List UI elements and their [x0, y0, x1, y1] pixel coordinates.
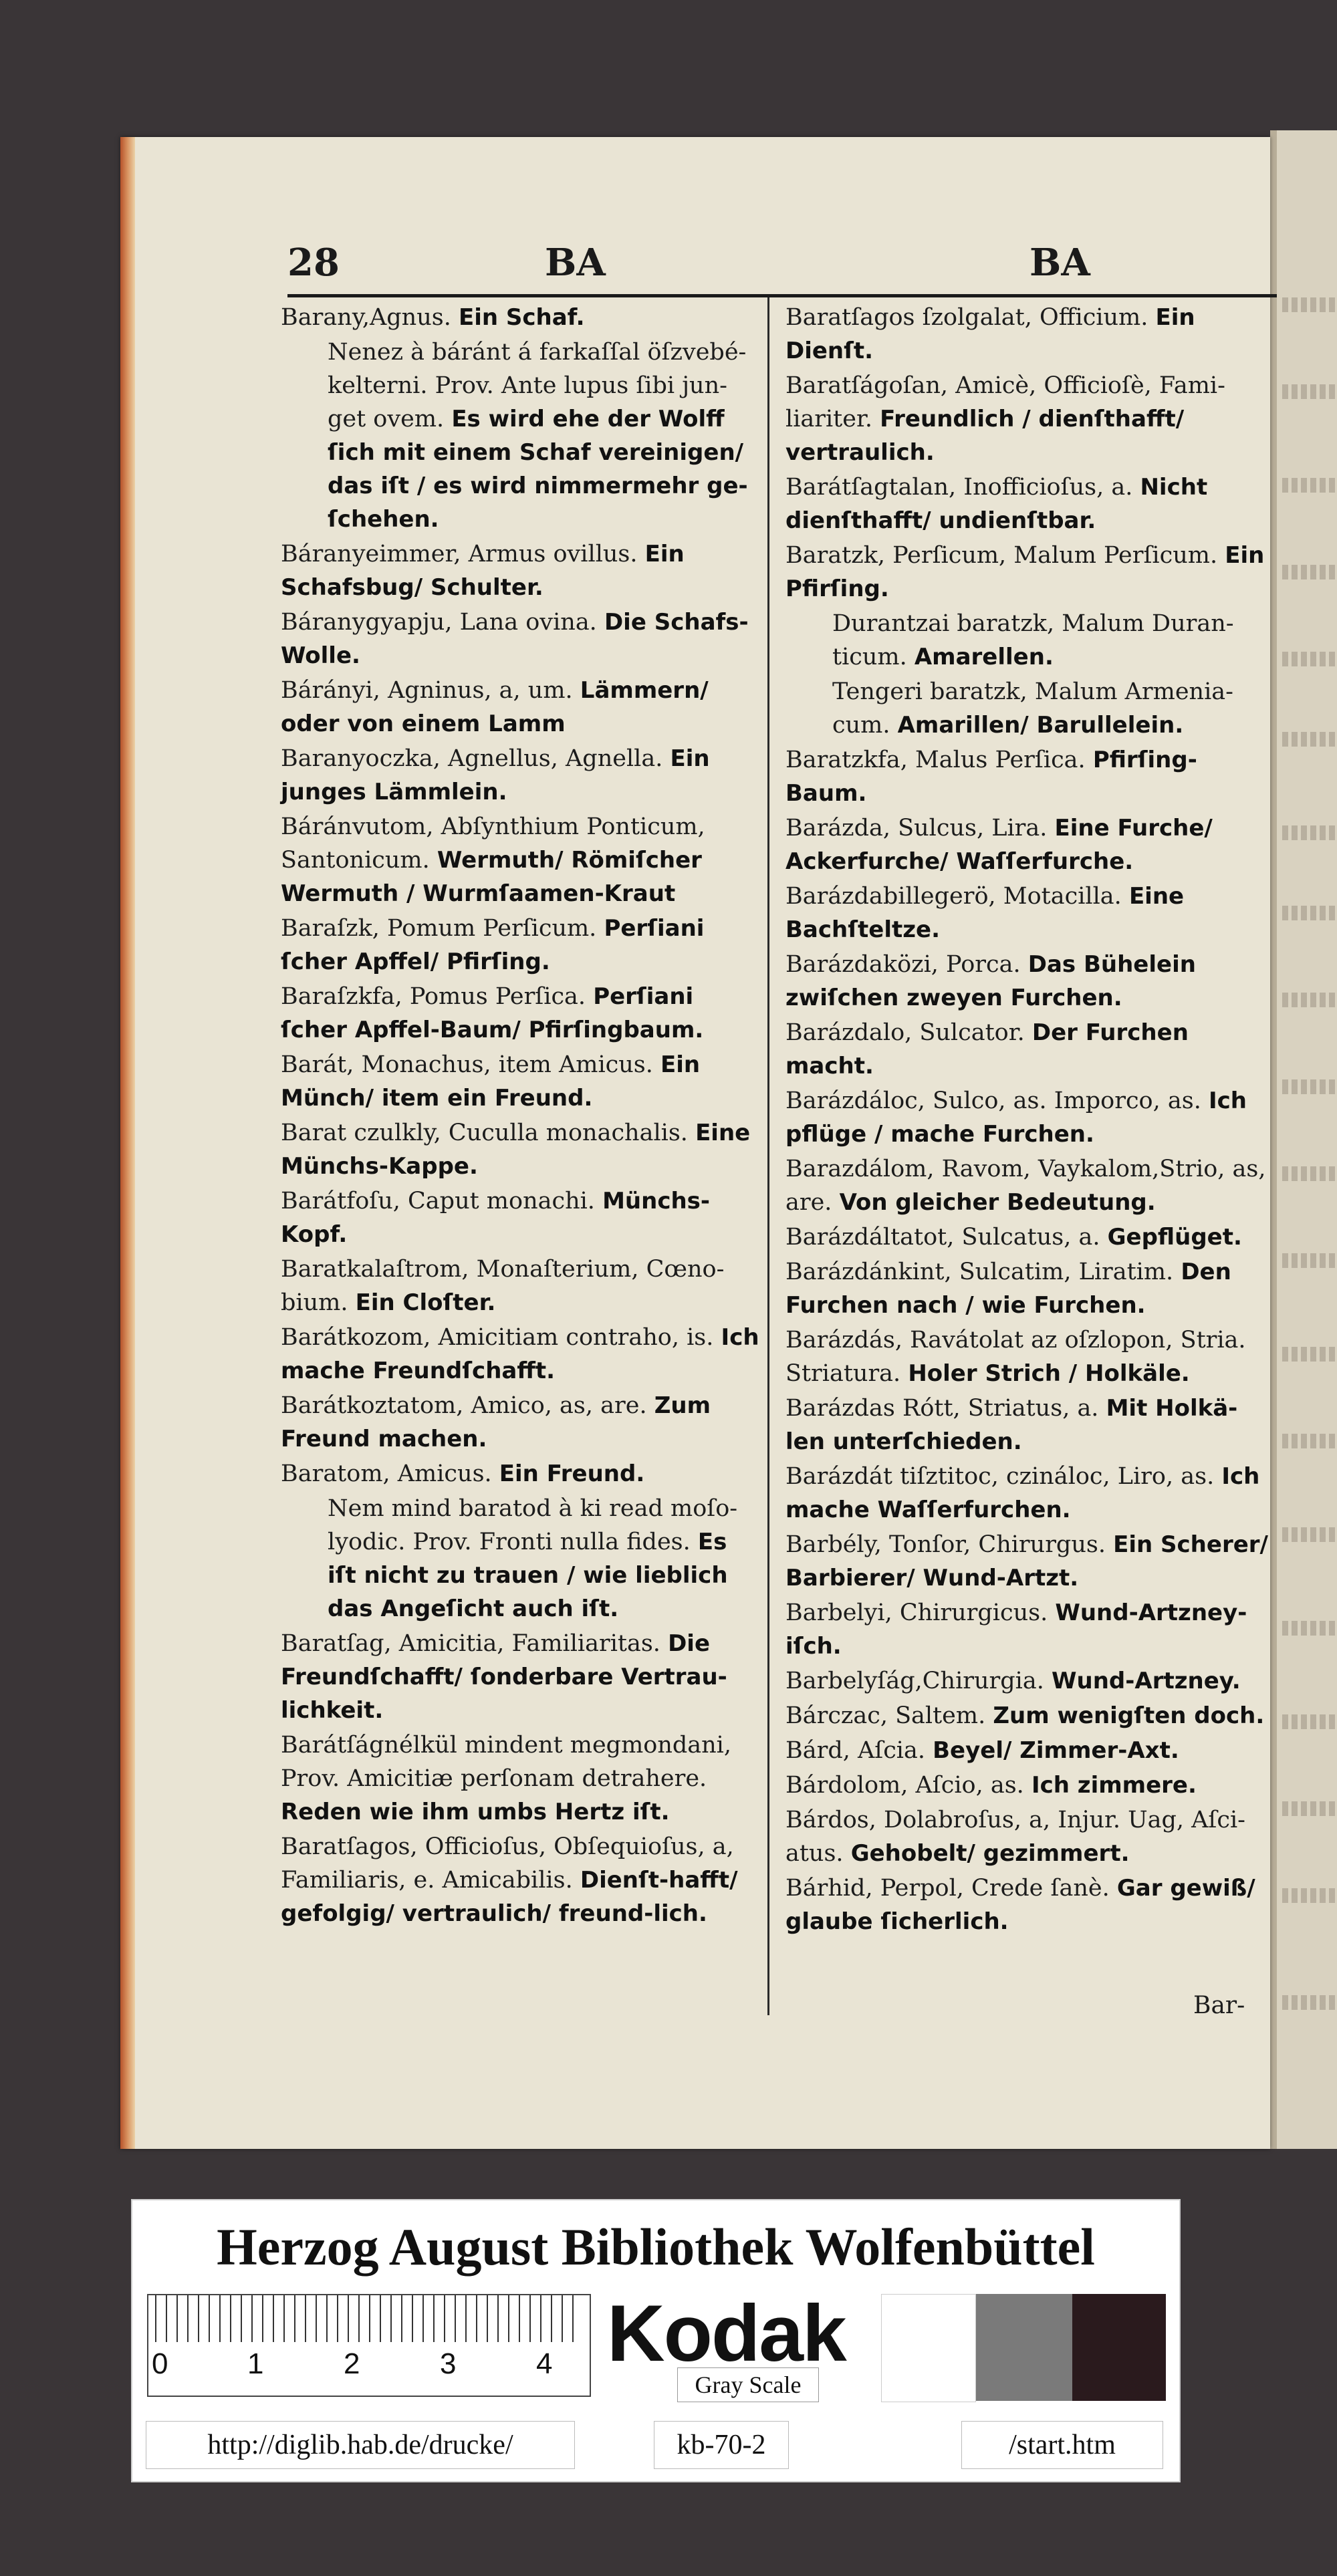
- dictionary-entry: [785, 539, 1273, 606]
- entry-latin: Barázda, Sulcus, Lira.: [785, 815, 1048, 842]
- dictionary-entry: [785, 1528, 1273, 1595]
- dictionary-entry: [281, 912, 762, 979]
- entry-latin: Baratzk, Perſicum, Malum Perſicum.: [785, 542, 1218, 569]
- dictionary-entry: [281, 1830, 762, 1930]
- entry-latin: Baratkalaſtrom, Monaſterium, Cœno-bium.: [281, 1256, 725, 1316]
- dictionary-entry: [785, 1016, 1273, 1083]
- card-title: Herzog August Bibliothek Wolfenbüttel: [217, 2218, 1095, 2276]
- entry-german: Eine Furche/ Ackerfurche/ Waſſerfurche.: [785, 815, 1213, 875]
- entry-latin: Barázdáltatot, Sulcatus, a.: [785, 1224, 1100, 1251]
- dictionary-entry: [281, 301, 762, 334]
- entry-german: Amarillen/ Barullelein.: [897, 712, 1184, 739]
- dictionary-entry: [785, 880, 1273, 946]
- entry-german: Es wird ehe der Wolff ſich mit einem Schaf vereinigen/ das iſt / es wird nimmermehr ge-ſchehen.: [328, 406, 748, 533]
- entry-latin: Baranyoczka, Agnellus, Agnella.: [281, 745, 663, 772]
- dictionary-entry: [281, 336, 762, 536]
- entry-latin: Báránvutom, Abſynthium Ponticum, Santonicum.: [281, 813, 705, 874]
- entry-latin: Bárdos, Dolabroſus, a, Injur. Uag, Aſci-atus.: [785, 1807, 1246, 1867]
- ruler: [147, 2294, 591, 2397]
- gray-swatch: [976, 2294, 1072, 2401]
- entry-german: Die Freundſchafft/ ſonderbare Vertrau-lichkeit.: [281, 1630, 727, 1724]
- entry-latin: Barázdas Rótt, Striatus, a.: [785, 1395, 1099, 1422]
- dictionary-entry: [785, 743, 1273, 810]
- entry-latin: Bárd, Aſcia.: [785, 1737, 925, 1764]
- ruler-number: 0: [152, 2347, 168, 2380]
- dictionary-entry: [281, 1184, 762, 1251]
- dictionary-entry: [785, 369, 1273, 469]
- entry-latin: Barany,Agnus.: [281, 304, 451, 331]
- entry-latin: Barbély, Tonſor, Chirurgus.: [785, 1531, 1106, 1558]
- entry-german: Ein Freund.: [499, 1460, 645, 1487]
- entry-latin: Barátkozom, Amicitiam contraho, is.: [281, 1324, 714, 1351]
- entry-german: Perſiani ſcher Apffel/ Pfirſing.: [281, 915, 705, 975]
- entry-german: Den Furchen nach / wie Furchen.: [785, 1259, 1231, 1319]
- entry-german: Holer Strich / Holkäle.: [908, 1360, 1190, 1387]
- dictionary-entry: [281, 1253, 762, 1319]
- ruler-number: 2: [344, 2347, 360, 2380]
- dictionary-entry: [785, 811, 1273, 878]
- gray-scale-label: Gray Scale: [677, 2367, 819, 2402]
- entry-latin: Baratſag, Amicitia, Familiaritas.: [281, 1630, 660, 1657]
- page-number: 28: [287, 241, 340, 285]
- entry-german: Ein Pfirſing.: [785, 542, 1265, 602]
- entry-german: Wund-Artzney-iſch.: [785, 1599, 1247, 1660]
- entry-latin: Baraſzkfa, Pomus Perſica.: [281, 983, 586, 1010]
- entry-german: Münchs-Kopf.: [281, 1188, 711, 1248]
- entry-latin: Bárányi, Agninus, a, um.: [281, 677, 573, 704]
- white-swatch: [881, 2294, 976, 2402]
- entry-german: Dienſt-hafft/ gefolgig/ vertraulich/ freund-lich.: [281, 1867, 738, 1927]
- dictionary-entry: [785, 675, 1273, 742]
- dictionary-entry: [785, 1803, 1273, 1870]
- entry-latin: Bárdolom, Aſcio, as.: [785, 1772, 1024, 1799]
- url-right: /start.htm: [961, 2421, 1163, 2469]
- entry-german: Ich pflüge / mache Furchen.: [785, 1087, 1247, 1148]
- dictionary-entry: [281, 1492, 762, 1626]
- entry-latin: Barátfoſu, Caput monachi.: [281, 1188, 595, 1214]
- entry-german: Gehobelt/ gezimmert.: [850, 1840, 1130, 1867]
- entry-german: Wund-Artzney.: [1052, 1668, 1241, 1694]
- entry-german: Ein Münch/ item ein Freund.: [281, 1051, 701, 1112]
- dictionary-entry: [281, 1116, 762, 1183]
- entry-latin: Barát, Monachus, item Amicus.: [281, 1051, 653, 1078]
- dictionary-entry: [281, 1728, 762, 1829]
- next-page-edge: [1277, 130, 1337, 2149]
- entry-latin: Barátſágnélkül mindent megmondani, Prov. Amicitiæ perſonam detrahere.: [281, 1732, 732, 1792]
- dictionary-entry: [785, 948, 1273, 1015]
- entry-german: Mit Holkä-len unterſchieden.: [785, 1395, 1238, 1455]
- dictionary-entry: [785, 1460, 1273, 1527]
- entry-german: Ich zimmere.: [1031, 1772, 1197, 1799]
- dictionary-entry: [281, 537, 762, 604]
- entry-german: Freundlich / dienſthafft/ vertraulich.: [785, 406, 1185, 466]
- entry-latin: Durantzai baratzk, Malum Duran-ticum.: [832, 610, 1234, 670]
- left-heading: BA: [545, 241, 606, 285]
- entry-german: Wermuth/ Römiſcher Wermuth / Wurmſaamen-Kraut: [281, 847, 702, 907]
- entry-latin: Baratſagos, Officioſus, Obſequioſus, a, Familiaris, e. Amicabilis.: [281, 1833, 734, 1894]
- entry-german: Ich mache Waſſerfurchen.: [785, 1463, 1260, 1523]
- entry-latin: Barátkoztatom, Amico, as, are.: [281, 1392, 647, 1419]
- entry-latin: Barázdás, Ravátolat az oſzlopon, Stria. Striatura.: [785, 1327, 1246, 1387]
- catchword: Bar-: [1193, 1992, 1245, 2019]
- dictionary-entry: [281, 742, 762, 809]
- entry-latin: Barat czulkly, Cuculla monachalis.: [281, 1120, 688, 1146]
- dictionary-entry: [785, 301, 1273, 368]
- entry-latin: Bárhid, Perpol, Crede ſanè.: [785, 1875, 1110, 1902]
- dictionary-entry: [785, 1596, 1273, 1663]
- entry-latin: Tengeri baratzk, Malum Armenia-cum.: [832, 678, 1233, 739]
- brand-logo: Kodak: [607, 2289, 846, 2378]
- entry-latin: Nem mind baratod à ki read moſo-lyodic. Prov. Fronti nulla fides.: [328, 1495, 738, 1555]
- dictionary-entry: [785, 1084, 1273, 1151]
- entry-latin: Barázdaközi, Porca.: [785, 951, 1021, 978]
- entry-german: Amarellen.: [914, 644, 1054, 670]
- entry-german: Von gleicher Bedeutung.: [839, 1189, 1156, 1216]
- entry-german: Ein Cloſter.: [355, 1289, 496, 1316]
- entry-latin: Barazdálom, Ravom, Vaykalom,Strio, as, are.: [785, 1156, 1266, 1216]
- entry-latin: Báranyeimmer, Armus ovillus.: [281, 541, 638, 567]
- entry-latin: Bárczac, Saltem.: [785, 1702, 986, 1729]
- entry-german: Ein junges Lämmlein.: [281, 745, 710, 805]
- entry-latin: Báranygyapju, Lana ovina.: [281, 609, 597, 636]
- entry-german: Eine Münchs-Kappe.: [281, 1120, 751, 1180]
- url-left: http://diglib.hab.de/drucke/: [146, 2421, 575, 2469]
- entry-german: Reden wie ihm umbs Hertz iſt.: [281, 1799, 670, 1825]
- entry-german: Ein Dienſt.: [785, 304, 1195, 364]
- entry-german: Ein Schaf.: [458, 304, 585, 331]
- entry-german: Perſiani ſcher Apffel-Baum/ Pfirſingbaum.: [281, 983, 704, 1043]
- entry-latin: Nenez à báránt á farkaſſal öſzvebé-kelterni. Prov. Ante lupus ſibi jun-get ovem.: [328, 339, 747, 432]
- entry-german: Die Schafs-Wolle.: [281, 609, 749, 669]
- entry-latin: Baratzkfa, Malus Perſica.: [785, 747, 1086, 773]
- page-edge-red: [120, 137, 135, 2149]
- entry-latin: Baratom, Amicus.: [281, 1460, 492, 1487]
- dictionary-entry: [785, 1872, 1273, 1938]
- entry-german: Der Furchen macht.: [785, 1019, 1189, 1079]
- dictionary-entry: [785, 1769, 1273, 1802]
- entry-german: Eine Bachſteltze.: [785, 883, 1185, 943]
- dictionary-entry: [281, 980, 762, 1047]
- dictionary-entry: [785, 1734, 1273, 1767]
- entry-latin: Baratſágoſan, Amicè, Officioſè, Fami-liariter.: [785, 372, 1225, 432]
- ruler-number: 1: [247, 2347, 264, 2380]
- dictionary-entry: [785, 1664, 1273, 1698]
- dictionary-entry: [281, 674, 762, 741]
- entry-latin: Barázdát tiſztitoc, czináloc, Liro, as.: [785, 1463, 1215, 1490]
- entry-latin: Baraſzk, Pomum Perſicum.: [281, 915, 597, 942]
- entry-latin: Baratſagos ſzolgalat, Officium.: [785, 304, 1148, 331]
- dictionary-entry: [785, 471, 1273, 537]
- dictionary-entry: [281, 1627, 762, 1727]
- url-mid: kb-70-2: [654, 2421, 789, 2469]
- ruler-number: 3: [440, 2347, 457, 2380]
- entry-german: Nicht dienſthafft/ undienſtbar.: [785, 474, 1208, 534]
- entry-german: Ich mache Freundſchafft.: [281, 1324, 759, 1384]
- dictionary-entry: [281, 1389, 762, 1456]
- dictionary-entry: [281, 606, 762, 672]
- dictionary-entry: [281, 1457, 762, 1491]
- entry-latin: Barázdalo, Sulcator.: [785, 1019, 1025, 1046]
- left-column: [281, 301, 762, 1932]
- entry-german: Ein Schafsbug/ Schulter.: [281, 541, 685, 601]
- ruler-number: 4: [536, 2347, 553, 2380]
- ruler-ticks: [155, 2295, 583, 2342]
- dictionary-entry: [785, 1255, 1273, 1322]
- dictionary-entry: [785, 607, 1273, 674]
- entry-german: Das Bühelein zwiſchen zweyen Furchen.: [785, 951, 1196, 1011]
- running-header: [287, 241, 1277, 294]
- dictionary-entry: [281, 810, 762, 910]
- dictionary-entry: [281, 1048, 762, 1115]
- dictionary-entry: [785, 1699, 1273, 1732]
- entry-german: Pfirſing-Baum.: [785, 747, 1197, 807]
- dictionary-entry: [785, 1152, 1273, 1219]
- entry-german: Gepflüget.: [1107, 1224, 1242, 1251]
- entry-german: Es iſt nicht zu trauen / wie lieblich das Angeſicht auch iſt.: [328, 1529, 728, 1622]
- entry-german: Lämmern/ oder von einem Lamm: [281, 677, 709, 737]
- header-rule: [287, 294, 1277, 297]
- black-swatch: [1072, 2294, 1166, 2401]
- library-color-card: [131, 2199, 1181, 2482]
- entry-latin: Barbelyſág,Chirurgia.: [785, 1668, 1044, 1694]
- right-column: [785, 301, 1273, 1940]
- entry-latin: Barátſagtalan, Inofficioſus, a.: [785, 474, 1133, 501]
- entry-german: Gar gewiß/ glaube ſicherlich.: [785, 1875, 1255, 1935]
- dictionary-entry: [785, 1220, 1273, 1254]
- entry-latin: Barázdánkint, Sulcatim, Liratim.: [785, 1259, 1174, 1285]
- dictionary-entry: [785, 1392, 1273, 1458]
- entry-german: Beyel/ Zimmer-Axt.: [933, 1737, 1179, 1764]
- entry-german: Zum Freund machen.: [281, 1392, 711, 1452]
- dictionary-entry: [281, 1321, 762, 1388]
- entry-german: Ein Scherer/ Barbierer/ Wund-Artzt.: [785, 1531, 1268, 1591]
- entry-german: Zum wenigſten doch.: [993, 1702, 1265, 1729]
- entry-latin: Barázdabillegerö, Motacilla.: [785, 883, 1122, 910]
- column-divider: [767, 297, 769, 2015]
- entry-latin: Barázdáloc, Sulco, as. Imporco, as.: [785, 1087, 1201, 1114]
- dictionary-entry: [785, 1323, 1273, 1390]
- entry-latin: Barbelyi, Chirurgicus.: [785, 1599, 1048, 1626]
- right-heading: BA: [1029, 241, 1090, 285]
